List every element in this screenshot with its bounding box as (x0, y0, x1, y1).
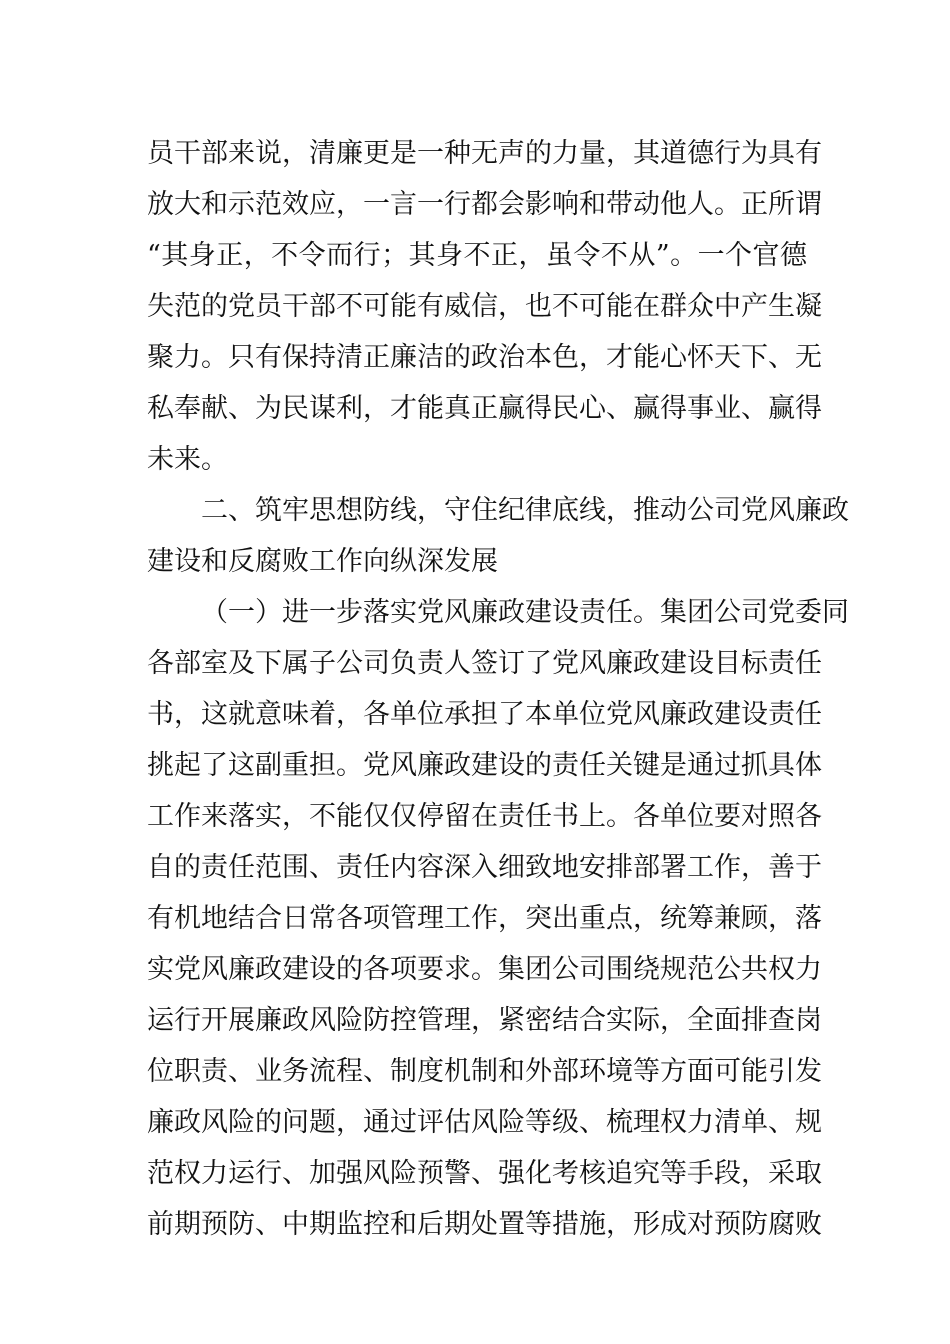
text-line: 失范的党员干部不可能有威信，也不可能在群众中产生凝 (147, 291, 822, 322)
text-line: 各部室及下属子公司负责人签订了党风廉政建设目标责任 (147, 648, 822, 679)
text-line: 放大和示范效应，一言一行都会影响和带动他人。正所谓 (147, 189, 822, 220)
text-line: 书，这就意味着，各单位承担了本单位党风廉政建设责任 (147, 699, 822, 730)
text-line: 聚力。只有保持清正廉洁的政治本色，才能心怀天下、无 (147, 342, 822, 373)
text-line: 前期预防、中期监控和后期处置等措施，形成对预防腐败 (147, 1209, 822, 1240)
text-line: “其身正，不令而行；其身不正，虽令不从”。一个官德 (147, 240, 807, 271)
text-line: 位职责、业务流程、制度机制和外部环境等方面可能引发 (147, 1056, 822, 1087)
text-line: （一）进一步落实党风廉政建设责任。集团公司党委同 (201, 597, 849, 628)
text-line: 工作来落实，不能仅仅停留在责任书上。各单位要对照各 (147, 801, 822, 832)
text-line: 挑起了这副重担。党风廉政建设的责任关键是通过抓具体 (147, 750, 822, 781)
text-line: 自的责任范围、责任内容深入细致地安排部署工作，善于 (147, 852, 822, 883)
text-line: 员干部来说，清廉更是一种无声的力量，其道德行为具有 (147, 138, 822, 169)
text-line: 实党风廉政建设的各项要求。集团公司围绕规范公共权力 (147, 954, 822, 985)
section-heading-line: 二、筑牢思想防线，守住纪律底线，推动公司党风廉政 (201, 495, 849, 526)
text-line: 运行开展廉政风险防控管理，紧密结合实际，全面排查岗 (147, 1005, 822, 1036)
text-line: 廉政风险的问题，通过评估风险等级、梳理权力清单、规 (147, 1107, 822, 1138)
text-line: 有机地结合日常各项管理工作，突出重点，统筹兼顾，落 (147, 903, 822, 934)
text-line: 未来。 (147, 444, 228, 475)
text-line: 范权力运行、加强风险预警、强化考核追究等手段，采取 (147, 1158, 822, 1189)
section-heading-line: 建设和反腐败工作向纵深发展 (147, 546, 498, 577)
text-line: 私奉献、为民谋利，才能真正赢得民心、赢得事业、赢得 (147, 393, 822, 424)
